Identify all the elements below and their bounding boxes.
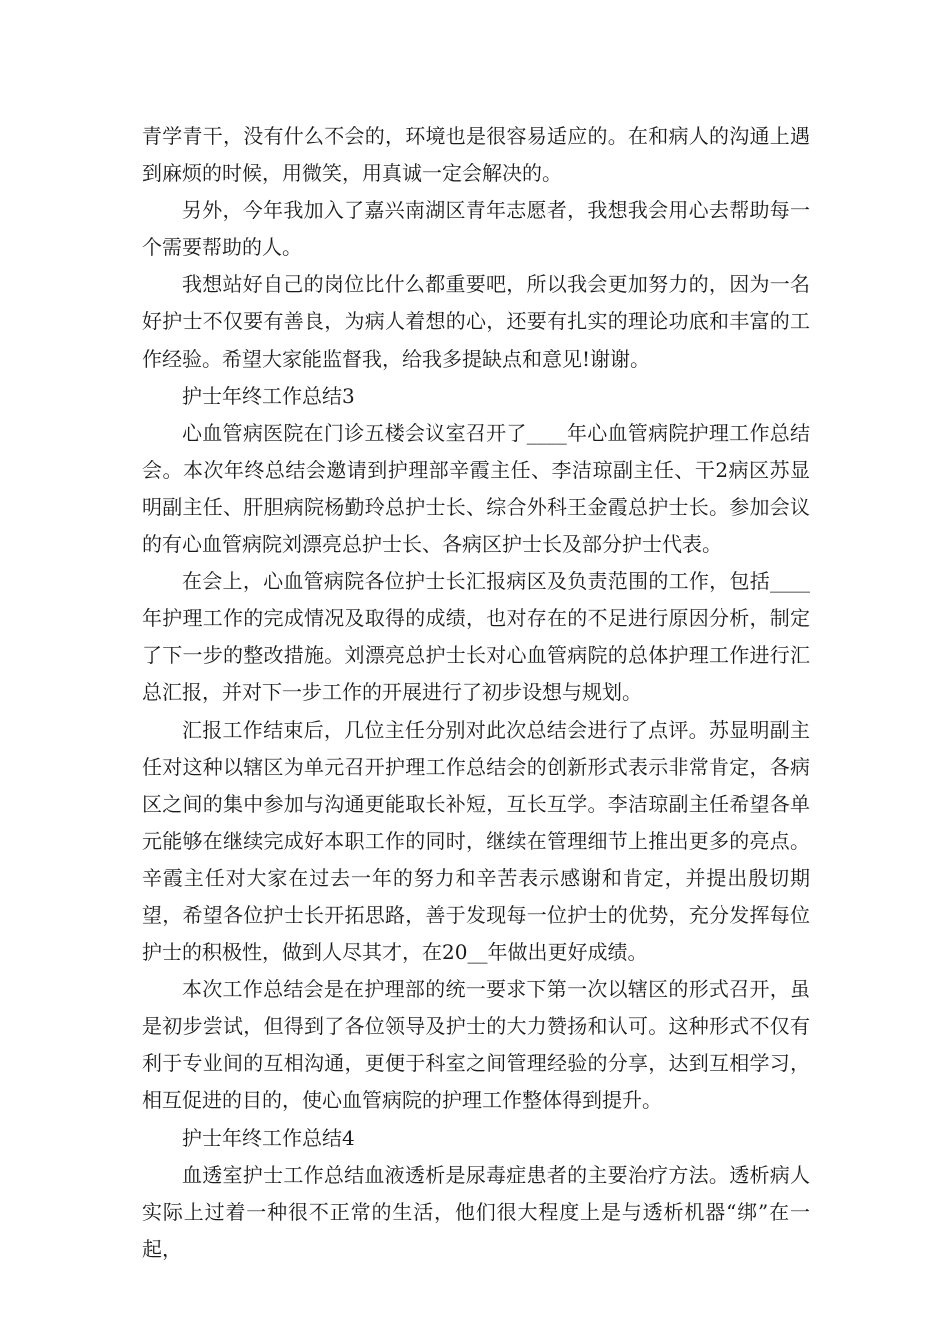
paragraph-1: 青学青干，没有什么不会的，环境也是很容易适应的。在和病人的沟通上遇到麻烦的时候，用微笑，用真诚一定会解决的。	[142, 124, 810, 186]
section-heading-3: 护士年终工作总结3	[182, 383, 355, 408]
paragraph-4: 心血管病医院在门诊五楼会议室召开了____年心血管病院护理工作总结会。本次年终总结会邀请到护理部辛霞主任、李洁琼副主任、干2病区苏显明副主任、肝胆病院杨勤玲总护士长、综合外科王金霞总护士长。参加会议的有心血管病院刘漂亮总护士长、各病区护士长及部分护士代表。	[142, 420, 810, 557]
paragraph-3: 我想站好自己的岗位比什么都重要吧，所以我会更加努力的，因为一名好护士不仅要有善良，为病人着想的心，还要有扎实的理论功底和丰富的工作经验。希望大家能监督我，给我多提缺点和意见!谢谢。	[142, 272, 810, 371]
document-page	[142, 118, 810, 1268]
paragraph-7: 本次工作总结会是在护理部的统一要求下第一次以辖区的形式召开，虽是初步尝试，但得到了各位领导及护士的大力赞扬和认可。这种形式不仅有利于专业间的互相沟通，更便于科室之间管理经验的分享，达到互相学习，相互促进的目的，使心血管病院的护理工作整体得到提升。	[142, 977, 810, 1113]
section-heading-4: 护士年终工作总结4	[182, 1125, 355, 1150]
paragraph-6: 汇报工作结束后，几位主任分别对此次总结会进行了点评。苏显明副主任对这种以辖区为单元召开护理工作总结会的创新形式表示非常肯定，各病区之间的集中参加与沟通更能取长补短，互长互学。李洁琼副主任希望各单元能够在继续完成好本职工作的同时，继续在管理细节上推出更多的亮点。辛霞主任对大家在过去一年的努力和辛苦表示感谢和肯定，并提出殷切期望，希望各位护士长开拓思路，善于发现每一位护士的优势，充分发挥每位护士的积极性，做到人尽其才，在20__年做出更好成绩。	[142, 717, 810, 965]
paragraph-2: 另外，今年我加入了嘉兴南湖区青年志愿者，我想我会用心去帮助每一个需要帮助的人。	[142, 198, 810, 260]
paragraph-5: 在会上，心血管病院各位护士长汇报病区及负责范围的工作，包括____年护理工作的完成情况及取得的成绩，也对存在的不足进行原因分析，制定了下一步的整改措施。刘漂亮总护士长对心血管病院的总体护理工作进行汇总汇报，并对下一步工作的开展进行了初步设想与规划。	[142, 569, 810, 705]
paragraph-8: 血透室护士工作总结血液透析是尿毒症患者的主要治疗方法。透析病人实际上过着一种很不正常的生活，他们很大程度上是与透析机器“绑”在一起，	[142, 1162, 810, 1261]
